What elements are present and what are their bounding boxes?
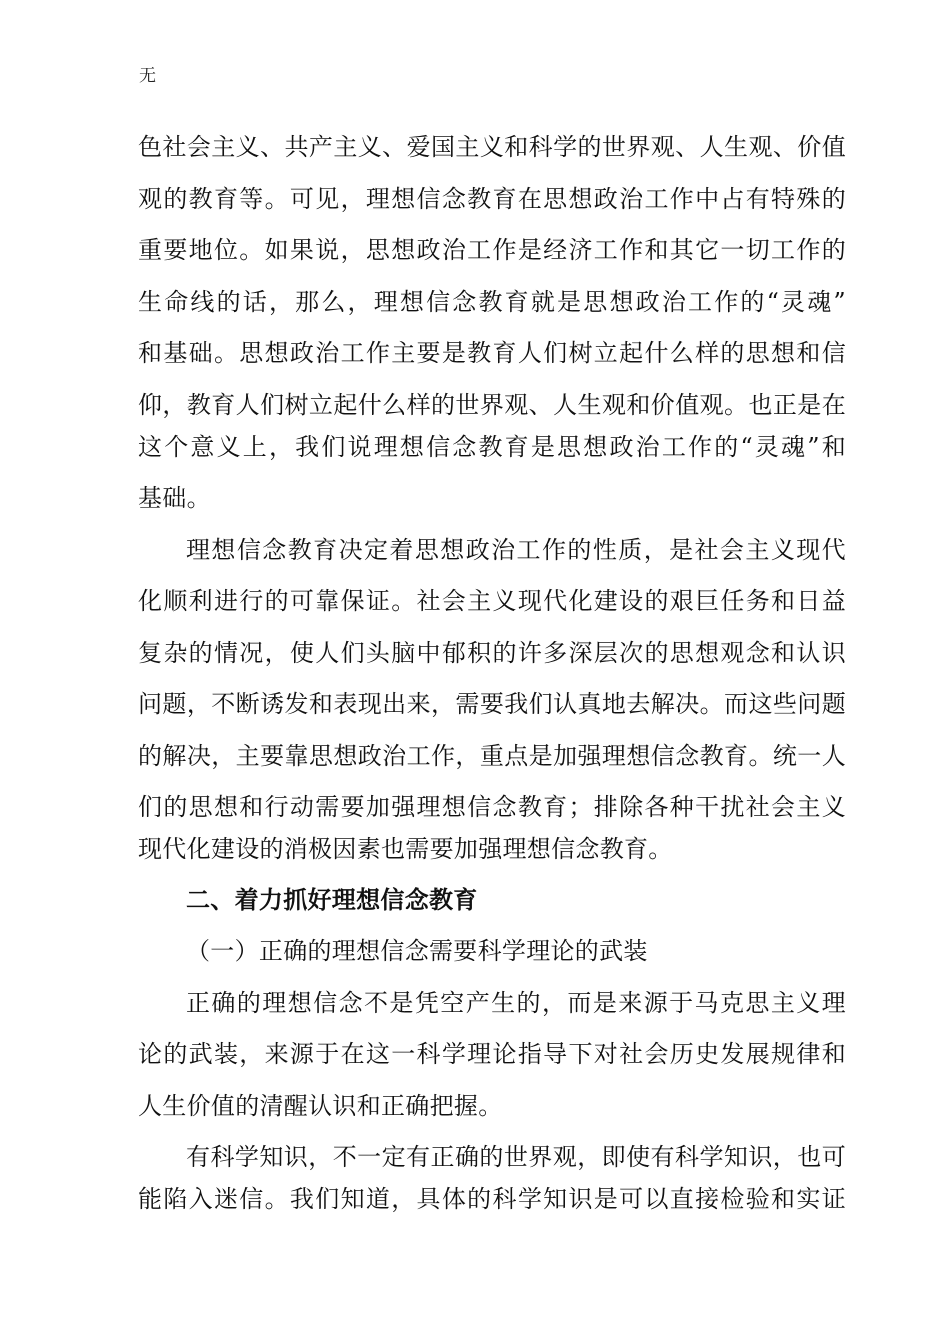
text-line: 人生价值的清醒认识和正确把握。 — [138, 1092, 503, 1120]
paragraph-first-line: 正确的理想信念不是凭空产生的，而是来源于马克思主义理 — [186, 989, 846, 1017]
page-header-mark: 无 — [139, 66, 156, 86]
subsection-heading: （一）正确的理想信念需要科学理论的武装 — [186, 937, 648, 965]
text-line: 复杂的情况，使人们头脑中郁积的许多深层次的思想观念和认识 — [138, 639, 846, 667]
text-line: 仰，教育人们树立起什么样的世界观、人生观和价值观。也正是在 — [138, 391, 846, 419]
text-line: 们的思想和行动需要加强理想信念教育；排除各种干扰社会主义 — [138, 793, 846, 821]
section-heading: 二、着力抓好理想信念教育 — [186, 886, 478, 914]
text-line: 能陷入迷信。我们知道，具体的科学知识是可以直接检验和实证 — [138, 1185, 846, 1213]
text-line: 论的武装，来源于在这一科学理论指导下对社会历史发展规律和 — [138, 1040, 846, 1068]
text-line: 生命线的话，那么，理想信念教育就是思想政治工作的“灵魂” — [138, 288, 846, 316]
paragraph-first-line: 有科学知识，不一定有正确的世界观，即使有科学知识，也可 — [186, 1143, 846, 1171]
text-line: 的解决，主要靠思想政治工作，重点是加强理想信念教育。统一人 — [138, 742, 846, 770]
paragraph-first-line: 理想信念教育决定着思想政治工作的性质，是社会主义现代 — [186, 536, 846, 564]
text-line: 现代化建设的消极因素也需要加强理想信念教育。 — [138, 835, 673, 863]
text-line: 和基础。思想政治工作主要是教育人们树立起什么样的思想和信 — [138, 339, 846, 367]
text-line: 色社会主义、共产主义、爱国主义和科学的世界观、人生观、价值 — [138, 133, 846, 161]
text-line: 观的教育等。可见，理想信念教育在思想政治工作中占有特殊的 — [138, 185, 846, 213]
text-line: 化顺利进行的可靠保证。社会主义现代化建设的艰巨任务和日益 — [138, 587, 846, 615]
text-line: 重要地位。如果说，思想政治工作是经济工作和其它一切工作的 — [138, 236, 846, 264]
text-line: 这个意义上，我们说理想信念教育是思想政治工作的“灵魂”和 — [138, 433, 846, 461]
text-line: 问题，不断诱发和表现出来，需要我们认真地去解决。而这些问题 — [138, 690, 846, 718]
text-line: 基础。 — [138, 484, 211, 512]
